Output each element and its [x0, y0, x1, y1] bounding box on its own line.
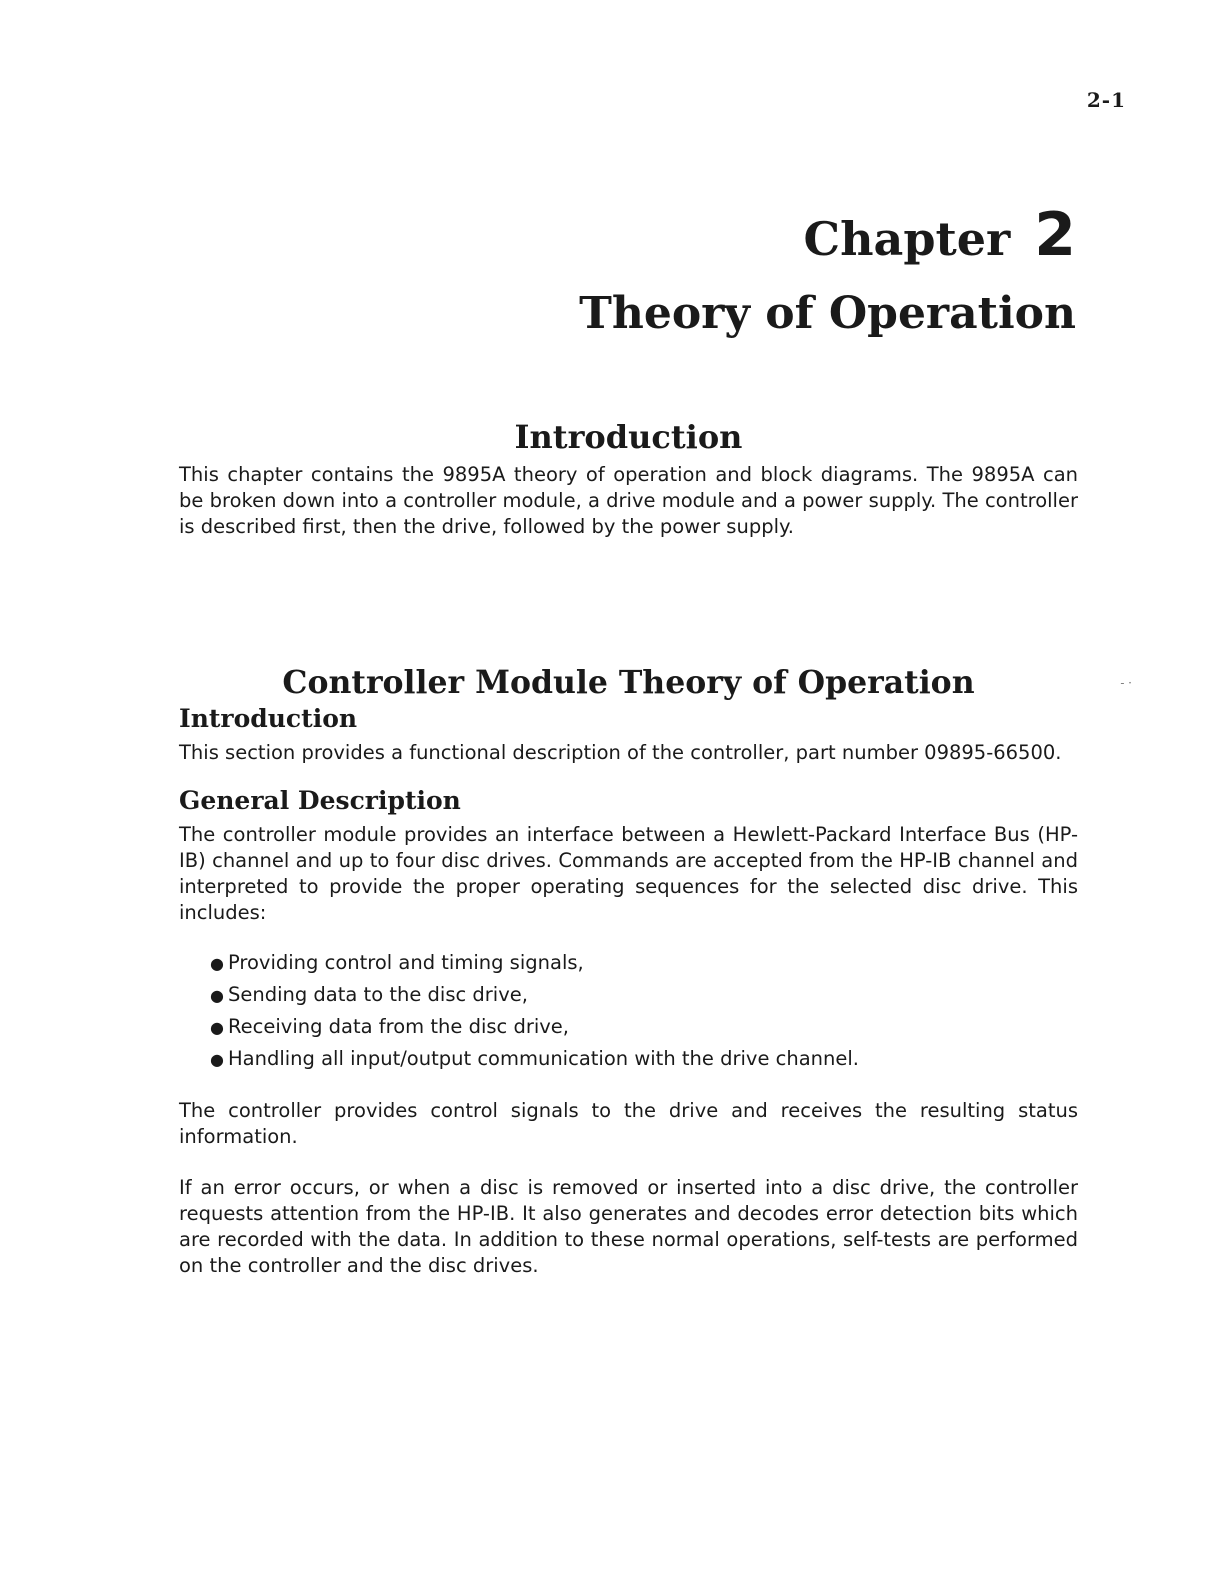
chapter-word: Chapter	[803, 212, 1011, 266]
controller-introduction-body: This section provides a functional description of the controller, part number 09895-66500.	[179, 741, 1062, 764]
chapter-title: Theory of Operation	[579, 288, 1076, 339]
list-item	[210, 982, 859, 1014]
bullet-icon: ●	[210, 1050, 224, 1069]
general-description-heading: General Description	[179, 786, 461, 815]
list-item-text: Sending data to the disc drive,	[227, 983, 528, 1006]
list-item	[210, 950, 859, 982]
chapter-label	[803, 200, 1076, 270]
list-item	[210, 1014, 859, 1046]
bullet-icon: ●	[210, 954, 224, 973]
general-description-body: The controller module provides an interface between a Hewlett-Packard Interface Bus (HP-IB) channel and up to four disc drives. Commands are accepted from the HP-IB channel and interpreted to provide the proper operating sequences for the selected disc drive. This includes:	[179, 823, 1078, 924]
bullet-icon: ●	[210, 1018, 224, 1037]
controller-section-heading: Controller Module Theory of Operation	[282, 664, 975, 701]
margin-mark: - ·	[1120, 676, 1132, 690]
chapter-number: 2	[1034, 200, 1076, 270]
introduction-body: This chapter contains the 9895A theory of operation and block diagrams. The 9895A can be broken down into a controller module, a drive module and a power supply. The controller is described first, then the drive, followed by the power supply.	[179, 463, 1078, 538]
bullet-icon: ●	[210, 986, 224, 1005]
list-item	[210, 1046, 859, 1078]
page-number: 2-1	[1086, 88, 1126, 112]
list-item-text: Handling all input/output communication with the drive channel.	[227, 1047, 859, 1070]
introduction-heading: Introduction	[514, 418, 743, 456]
controller-introduction-heading: Introduction	[179, 704, 358, 733]
error-paragraph: If an error occurs, or when a disc is removed or inserted into a disc drive, the controller requests attention from the HP-IB. It also generates and decodes error detection bits which are recorded with the data. In addition to these normal operations, self-tests are performed on the controller and the disc drives.	[179, 1176, 1078, 1277]
list-item-text: Receiving data from the disc drive,	[227, 1015, 569, 1038]
function-list	[210, 950, 859, 1078]
status-paragraph: The controller provides control signals to the drive and receives the resulting status information.	[179, 1099, 1078, 1148]
list-item-text: Providing control and timing signals,	[227, 951, 584, 974]
